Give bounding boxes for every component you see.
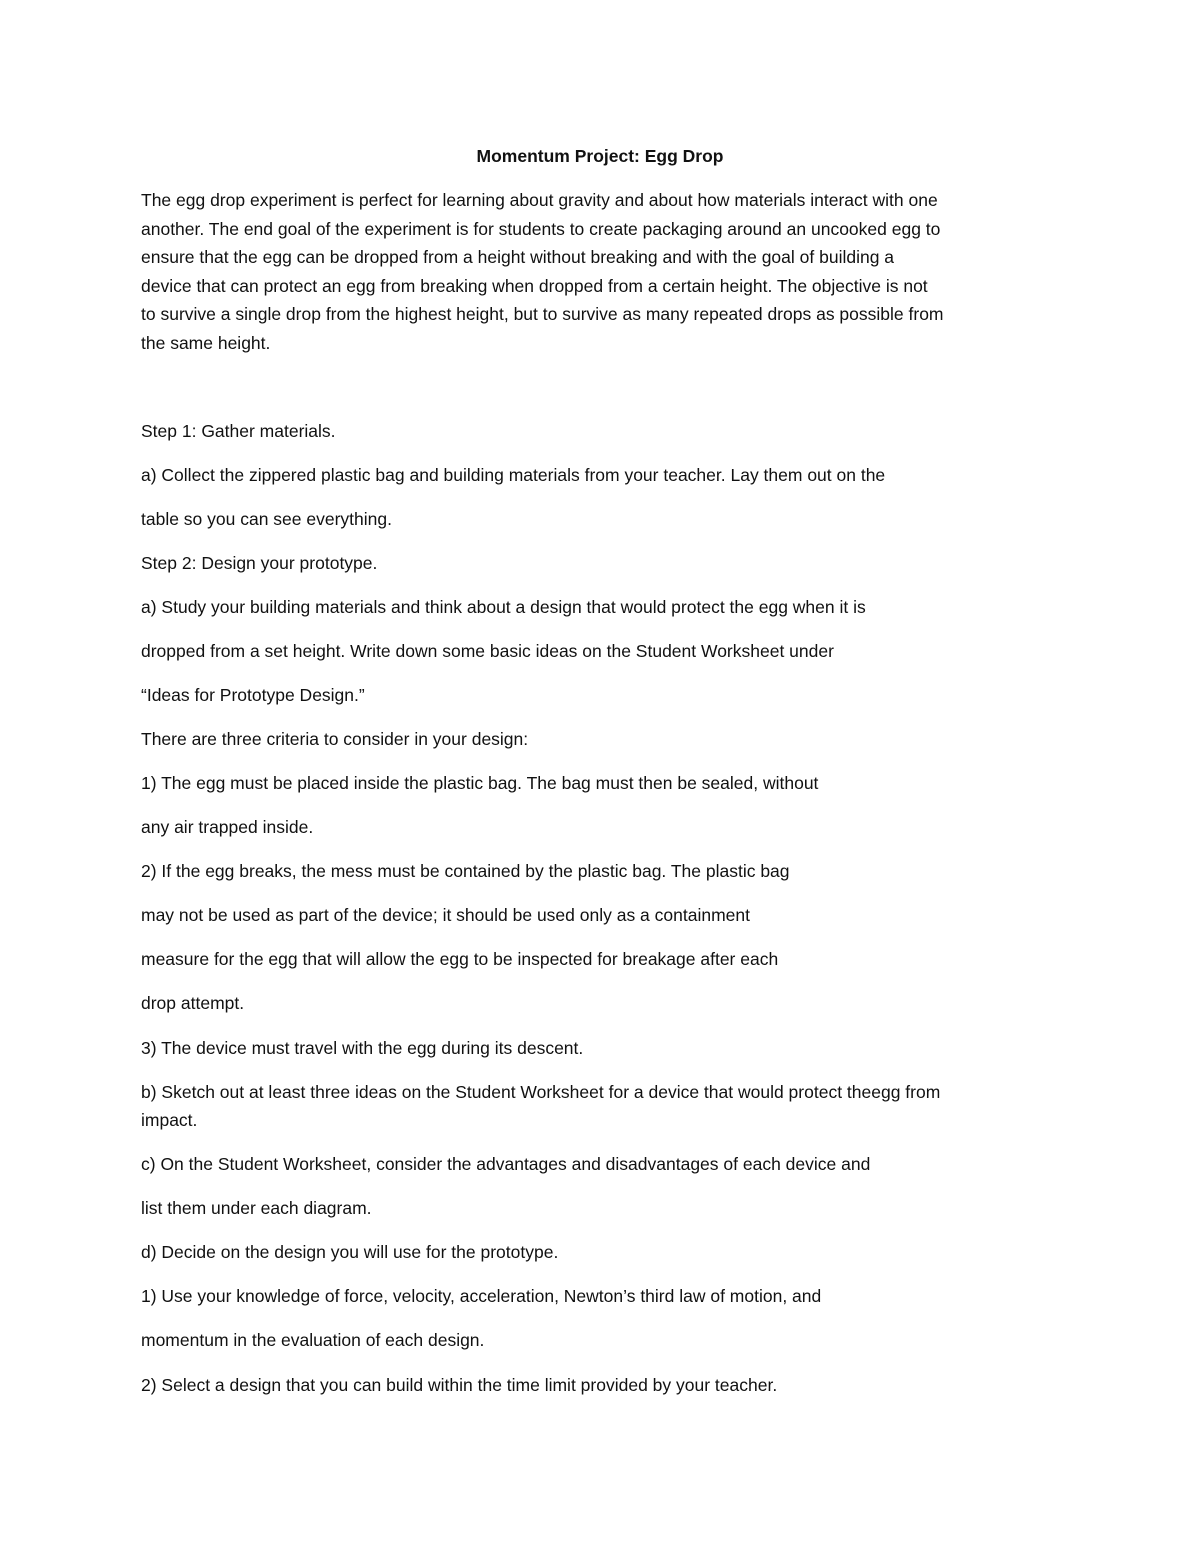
- body-line: a) Study your building materials and think about a design that would protect the egg when it is: [141, 597, 866, 617]
- step-heading: Step 2: Design your prototype.: [141, 553, 378, 573]
- body-line: impact.: [141, 1110, 198, 1130]
- intro-line: The egg drop experiment is perfect for learning about gravity and about how materials interact with one: [141, 190, 938, 210]
- intro-line: the same height.: [141, 332, 271, 353]
- body-line: a) Collect the zippered plastic bag and building materials from your teacher. Lay them out on the: [141, 465, 886, 485]
- step-heading: Step 1: Gather materials.: [141, 421, 336, 441]
- body-line: dropped from a set height. Write down some basic ideas on the Student Worksheet under: [141, 641, 834, 661]
- body-line: momentum in the evaluation of each design.: [141, 1330, 485, 1350]
- intro-line: another. The end goal of the experiment is for students to create packaging around an uncooked egg to: [141, 218, 941, 239]
- intro-paragraph: [141, 186, 1081, 358]
- intro-line: to survive a single drop from the highest height, but to survive as many repeated drops as possible from: [141, 304, 944, 325]
- document-title: Momentum Project: Egg Drop: [476, 146, 724, 166]
- criteria-item: measure for the egg that will allow the egg to be inspected for breakage after each: [141, 949, 779, 969]
- criteria-item: 2) If the egg breaks, the mess must be contained by the plastic bag. The plastic bag: [141, 861, 790, 881]
- body-line: “Ideas for Prototype Design.”: [141, 685, 365, 705]
- criteria-item: 1) The egg must be placed inside the plastic bag. The bag must then be sealed, without: [141, 773, 819, 793]
- criteria-item: may not be used as part of the device; it should be used only as a containment: [141, 905, 750, 925]
- body-line: 1) Use your knowledge of force, velocity, acceleration, Newton’s third law of motion, and: [141, 1286, 822, 1306]
- intro-line: device that can protect an egg from breaking when dropped from a certain height. The objective is not: [141, 275, 928, 296]
- criteria-item: 3) The device must travel with the egg during its descent.: [141, 1038, 584, 1058]
- body-line: c) On the Student Worksheet, consider the advantages and disadvantages of each device and: [141, 1154, 871, 1174]
- body-line: There are three criteria to consider in your design:: [141, 729, 529, 749]
- body-line: b) Sketch out at least three ideas on the Student Worksheet for a device that would protect theegg from: [141, 1082, 941, 1102]
- intro-line: ensure that the egg can be dropped from a height without breaking and with the goal of building a: [141, 247, 895, 268]
- criteria-item: drop attempt.: [141, 993, 245, 1013]
- criteria-item: any air trapped inside.: [141, 817, 314, 837]
- body-line: list them under each diagram.: [141, 1198, 372, 1218]
- body-line: table so you can see everything.: [141, 509, 392, 529]
- body-line: d) Decide on the design you will use for the prototype.: [141, 1242, 559, 1262]
- body-line: 2) Select a design that you can build within the time limit provided by your teacher.: [141, 1375, 778, 1395]
